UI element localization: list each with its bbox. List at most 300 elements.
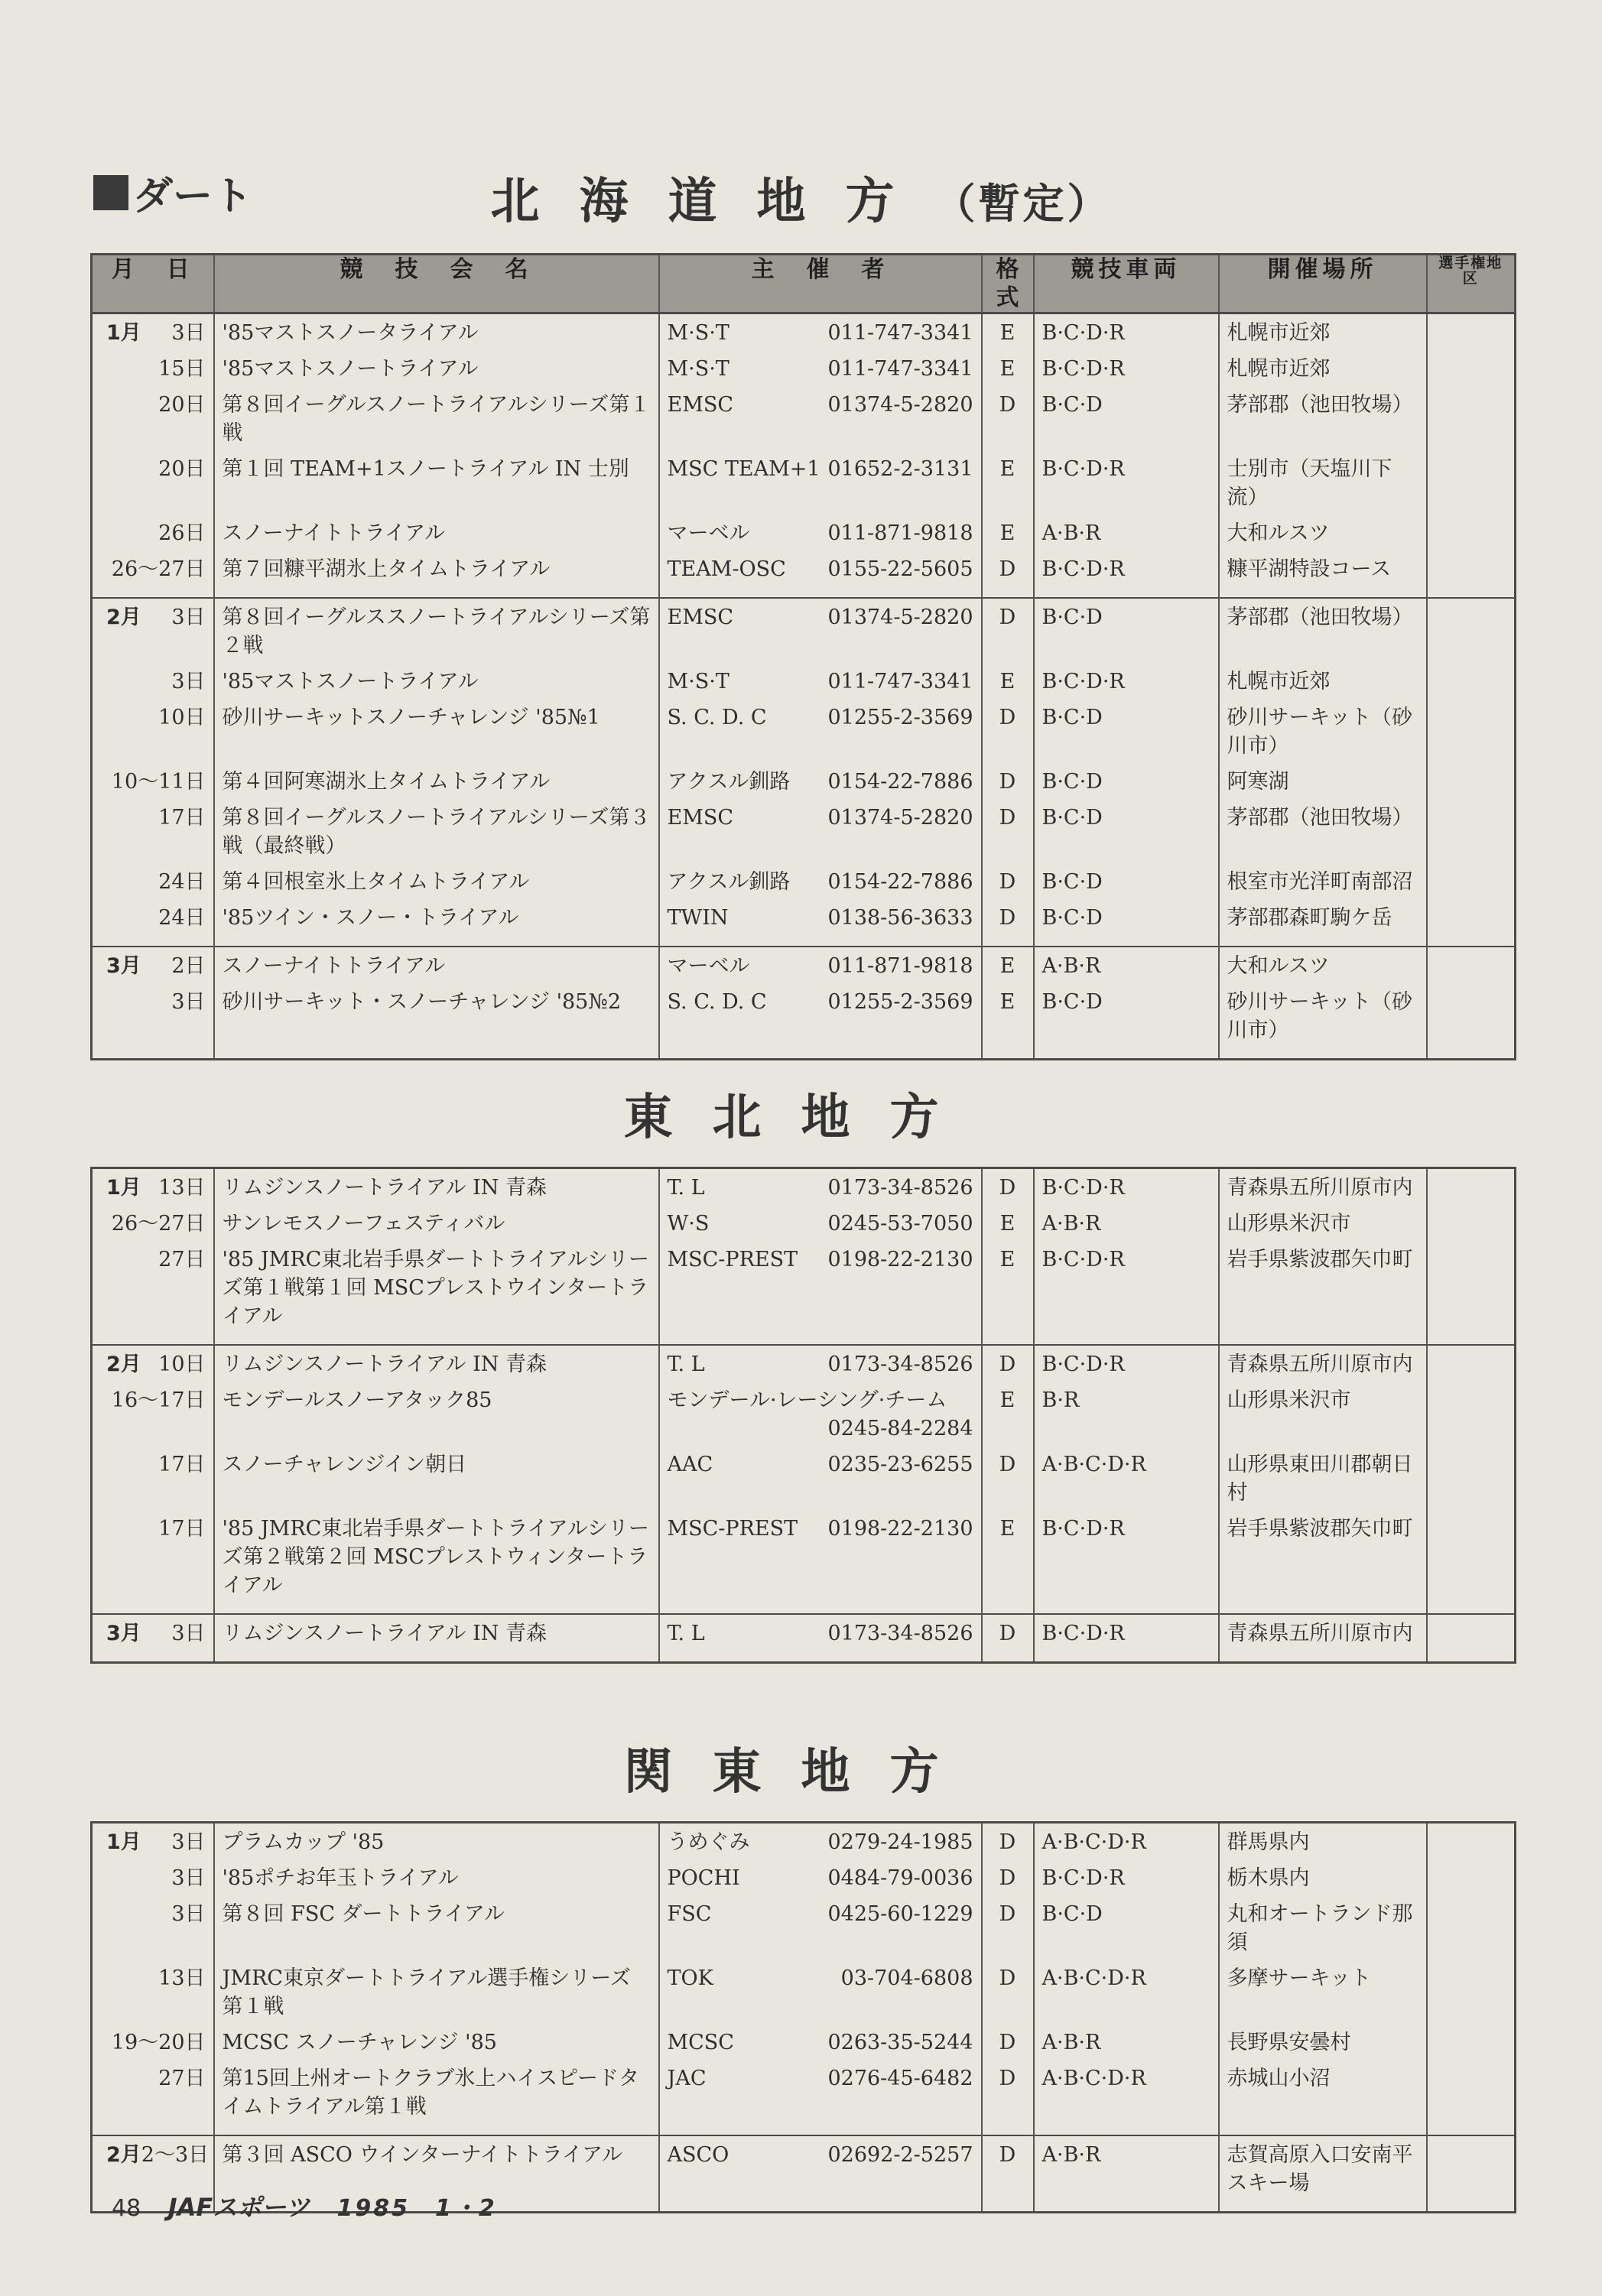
day-label: 16～17日 (111, 1388, 206, 1412)
organizer-phone: 01374-5-2820 (827, 393, 973, 417)
event-name: 第４回根室氷上タイムトライアル (214, 863, 659, 899)
event-venue: 志賀高原入口安南平スキー場 (1219, 2135, 1427, 2200)
event-date (92, 899, 214, 935)
organizer-phone: 0245-53-7050 (827, 1212, 973, 1236)
event-district (1427, 1510, 1516, 1603)
event-district (1427, 1168, 1516, 1206)
organizer-phone: 0154-22-7886 (827, 870, 973, 894)
organizer-phone: 0245-84-2284 (827, 1417, 973, 1440)
event-format: D (982, 1823, 1034, 1860)
event-organizer (659, 386, 982, 450)
event-name: '85マストスノータライアル (214, 313, 659, 351)
organizer-phone: 01652-2-3131 (827, 457, 973, 481)
event-name: 第４回阿寒湖氷上タイムトライアル (214, 763, 659, 799)
event-organizer (659, 550, 982, 586)
event-organizer (659, 799, 982, 863)
schedule-table-tohoku (90, 1167, 1516, 1664)
organizer-name: マーベル (667, 954, 750, 978)
event-district (1427, 1446, 1516, 1510)
organizer-phone: 0198-22-2130 (827, 1517, 973, 1541)
event-car-classes: A·B·R (1034, 2135, 1219, 2200)
day-label: 3日 (171, 670, 206, 693)
event-district (1427, 2135, 1516, 2200)
event-venue: 茅部郡森町駒ケ岳 (1219, 899, 1427, 935)
table-row (92, 799, 1516, 863)
event-date (92, 699, 214, 763)
event-date (92, 1345, 214, 1382)
event-organizer (659, 1168, 982, 1206)
event-name: リムジンスノートライアル IN 青森 (214, 1345, 659, 1382)
event-district (1427, 1859, 1516, 1895)
event-car-classes: B·C·D (1034, 983, 1219, 1047)
day-label: 3日 (171, 990, 206, 1014)
event-venue: 山形県米沢市 (1219, 1382, 1427, 1446)
organizer-name: MSC-PREST (667, 1517, 798, 1541)
event-car-classes: B·R (1034, 1382, 1219, 1446)
event-organizer (659, 899, 982, 935)
organizer-name: AAC (667, 1453, 713, 1476)
issue-number: 1985 1・2 (336, 2195, 497, 2222)
month-group (92, 598, 1516, 947)
event-district (1427, 515, 1516, 550)
organizer-name: アクスル釧路 (667, 870, 791, 894)
event-organizer (659, 699, 982, 763)
month-label: 3月 (106, 1622, 141, 1645)
event-car-classes: B·C·D·R (1034, 550, 1219, 586)
event-format: D (982, 799, 1034, 863)
event-name: 砂川サーキットスノーチャレンジ '85№1 (214, 699, 659, 763)
month-label: 2月 (106, 2143, 141, 2167)
event-date (92, 763, 214, 799)
event-venue: 砂川サーキット（砂川市） (1219, 699, 1427, 763)
event-format: D (982, 1895, 1034, 1960)
schedule-table-hokkaido (90, 253, 1516, 1060)
event-name: サンレモスノーフェスティバル (214, 1205, 659, 1241)
event-format: D (982, 2024, 1034, 2060)
event-name: '85マストスノートライアル (214, 350, 659, 386)
table-row (92, 1168, 1516, 1206)
organizer-name: モンデール·レーシング·チーム (667, 1388, 947, 1412)
event-format: E (982, 350, 1034, 386)
event-format: D (982, 1168, 1034, 1206)
event-date (92, 550, 214, 586)
section-title-kanto: 関東地方 (623, 1744, 979, 1801)
organizer-name: M·S·T (667, 357, 730, 381)
event-format: D (982, 1446, 1034, 1510)
organizer-phone: 0263-35-5244 (827, 2031, 973, 2054)
organizer-phone: 011-747-3341 (827, 321, 973, 345)
event-date (92, 1446, 214, 1510)
event-venue: 群馬県内 (1219, 1823, 1427, 1860)
day-label: 27日 (158, 2067, 206, 2090)
month-label: 2月 (106, 1353, 141, 1376)
table-row (92, 1895, 1516, 1960)
organizer-name: EMSC (667, 806, 734, 830)
organizer-name: TEAM-OSC (667, 557, 786, 581)
event-format: D (982, 550, 1034, 586)
event-organizer (659, 1382, 982, 1446)
event-venue: 赤城山小沼 (1219, 2060, 1427, 2124)
row-spacer (92, 2124, 1516, 2135)
row-spacer (92, 586, 1516, 598)
organizer-phone: 0154-22-7886 (827, 770, 973, 794)
event-format: D (982, 598, 1034, 663)
event-venue: 糠平湖特設コース (1219, 550, 1427, 586)
event-organizer (659, 1345, 982, 1382)
organizer-name: MSC TEAM+1 (667, 457, 820, 481)
organizer-phone: 0276-45-6482 (827, 2067, 973, 2090)
organizer-name: JAC (667, 2067, 707, 2090)
organizer-phone: 0484-79-0036 (827, 1866, 973, 1890)
table-row (92, 350, 1516, 386)
event-name: スノーチャレンジイン朝日 (214, 1446, 659, 1510)
event-name: モンデールスノーアタック85 (214, 1382, 659, 1446)
organizer-name: EMSC (667, 393, 734, 417)
organizer-name: MCSC (667, 2031, 734, 2054)
event-format: E (982, 663, 1034, 699)
day-label: 10日 (158, 1353, 206, 1376)
event-date (92, 386, 214, 450)
header-col-format: 格式 (982, 255, 1034, 313)
organizer-name: M·S·T (667, 670, 730, 693)
day-label: 3日 (171, 1622, 206, 1645)
event-name: 第１回 TEAM+1スノートライアル IN 士別 (214, 450, 659, 515)
table-row (92, 386, 1516, 450)
table-row (92, 598, 1516, 663)
table-row (92, 1345, 1516, 1382)
event-venue: 大和ルスツ (1219, 515, 1427, 550)
event-format: D (982, 899, 1034, 935)
magazine-logo: JAFスポーツ (167, 2193, 310, 2222)
event-venue: 砂川サーキット（砂川市） (1219, 983, 1427, 1047)
day-label: 3日 (171, 606, 206, 629)
organizer-phone: 01255-2-3569 (827, 706, 973, 729)
day-label: 24日 (158, 870, 206, 894)
month-group (92, 947, 1516, 1060)
event-venue: 山形県米沢市 (1219, 1205, 1427, 1241)
event-organizer (659, 1614, 982, 1651)
event-organizer (659, 2024, 982, 2060)
event-organizer (659, 1859, 982, 1895)
event-car-classes: B·C·D (1034, 386, 1219, 450)
event-venue: 岩手県紫波郡矢巾町 (1219, 1510, 1427, 1603)
event-format: D (982, 763, 1034, 799)
event-car-classes: B·C·D (1034, 863, 1219, 899)
table-row (92, 1960, 1516, 2024)
month-group (92, 1823, 1516, 2136)
event-car-classes: B·C·D·R (1034, 1168, 1219, 1206)
day-label: 3日 (171, 1866, 206, 1890)
organizer-name: MSC-PREST (667, 1248, 798, 1271)
event-venue: 岩手県紫波郡矢巾町 (1219, 1241, 1427, 1333)
table-row (92, 2060, 1516, 2124)
event-district (1427, 2060, 1516, 2124)
event-venue: 多摩サーキット (1219, 1960, 1427, 2024)
event-name: 第８回イーグルスノートライアルシリーズ第３戦（最終戦） (214, 799, 659, 863)
event-car-classes: B·C·D·R (1034, 1859, 1219, 1895)
table-row (92, 1241, 1516, 1333)
organizer-phone: 011-747-3341 (827, 357, 973, 381)
event-name: 第７回糠平湖氷上タイムトライアル (214, 550, 659, 586)
row-spacer (92, 1333, 1516, 1345)
table-row (92, 1446, 1516, 1510)
event-format: E (982, 1510, 1034, 1603)
header-col-organizer: 主 催 者 (659, 255, 982, 313)
event-district (1427, 799, 1516, 863)
row-spacer (92, 1603, 1516, 1614)
row-spacer (92, 935, 1516, 947)
event-venue: 士別市（天塩川下流） (1219, 450, 1427, 515)
event-date (92, 1859, 214, 1895)
organizer-phone: 01255-2-3569 (827, 990, 973, 1014)
table-row (92, 863, 1516, 899)
event-name: '85ツイン・スノー・トライアル (214, 899, 659, 935)
organizer-name: T. L (667, 1176, 705, 1200)
event-district (1427, 1205, 1516, 1241)
event-district (1427, 598, 1516, 663)
event-organizer (659, 2060, 982, 2124)
event-car-classes: B·C·D (1034, 899, 1219, 935)
organizer-name: マーベル (667, 521, 750, 545)
event-name: '85 JMRC東北岩手県ダートトライアルシリーズ第１戦第１回 MSCプレストウインタートライアル (214, 1241, 659, 1333)
event-format: E (982, 313, 1034, 351)
event-car-classes: B·C·D (1034, 1895, 1219, 1960)
header-col-date: 月 日 (92, 255, 214, 313)
event-car-classes: A·B·C·D·R (1034, 1446, 1219, 1510)
event-district (1427, 1614, 1516, 1651)
table-row (92, 1823, 1516, 1860)
day-label: 24日 (158, 906, 206, 930)
day-label: 20日 (158, 457, 206, 481)
event-format: D (982, 699, 1034, 763)
event-date (92, 450, 214, 515)
event-format: E (982, 1205, 1034, 1241)
organizer-phone: 0173-34-8526 (827, 1176, 973, 1200)
event-venue: 札幌市近郊 (1219, 663, 1427, 699)
event-district (1427, 699, 1516, 763)
month-label: 1月 (106, 321, 141, 345)
event-name: '85マストスノートライアル (214, 663, 659, 699)
table-row (92, 699, 1516, 763)
event-organizer (659, 1205, 982, 1241)
table-row (92, 763, 1516, 799)
event-district (1427, 313, 1516, 351)
event-format: D (982, 2060, 1034, 2124)
event-district (1427, 2024, 1516, 2060)
organizer-name: うめぐみ (667, 1830, 750, 1854)
table-row (92, 1382, 1516, 1446)
table-row (92, 2024, 1516, 2060)
page-footer (112, 2188, 497, 2223)
event-format: D (982, 1859, 1034, 1895)
event-date (92, 1382, 214, 1446)
section-title-tohoku: 東北地方 (623, 1090, 979, 1146)
month-group (92, 1168, 1516, 1346)
event-format: D (982, 1960, 1034, 2024)
table-row (92, 947, 1516, 983)
organizer-name: S. C. D. C (667, 706, 767, 729)
event-organizer (659, 763, 982, 799)
organizer-phone: 0279-24-1985 (827, 1830, 973, 1854)
organizer-name: TWIN (667, 906, 729, 930)
event-organizer (659, 983, 982, 1047)
event-date (92, 1960, 214, 2024)
table-row (92, 899, 1516, 935)
event-venue: 青森県五所川原市内 (1219, 1614, 1427, 1651)
table-row (92, 1614, 1516, 1651)
day-label: 3日 (171, 321, 206, 345)
event-date (92, 2024, 214, 2060)
event-district (1427, 763, 1516, 799)
event-venue: 茅部郡（池田牧場） (1219, 799, 1427, 863)
table-row (92, 1859, 1516, 1895)
event-name: MCSC スノーチャレンジ '85 (214, 2024, 659, 2060)
organizer-phone: 0425-60-1229 (827, 1902, 973, 1926)
event-district (1427, 947, 1516, 983)
table-row (92, 663, 1516, 699)
organizer-name: S. C. D. C (667, 990, 767, 1014)
event-venue: 栃木県内 (1219, 1859, 1427, 1895)
day-label: 10日 (158, 706, 206, 729)
organizer-phone: 03-704-6808 (840, 1966, 973, 1990)
event-format: E (982, 515, 1034, 550)
event-district (1427, 899, 1516, 935)
event-date (92, 663, 214, 699)
event-date (92, 313, 214, 351)
event-car-classes: B·C·D (1034, 598, 1219, 663)
event-name: JMRC東京ダートトライアル選手権シリーズ第１戦 (214, 1960, 659, 2024)
event-car-classes: B·C·D (1034, 699, 1219, 763)
organizer-name: EMSC (667, 606, 734, 629)
event-name: 砂川サーキット・スノーチャレンジ '85№2 (214, 983, 659, 1047)
row-spacer (92, 1047, 1516, 1060)
day-label: 2～3日 (141, 2143, 210, 2167)
event-organizer (659, 515, 982, 550)
day-label: 26～27日 (111, 1212, 206, 1236)
organizer-name: T. L (667, 1353, 705, 1376)
event-venue: 茅部郡（池田牧場） (1219, 386, 1427, 450)
table-row (92, 1510, 1516, 1603)
event-car-classes: A·B·C·D·R (1034, 2060, 1219, 2124)
month-label: 2月 (106, 606, 141, 629)
event-district (1427, 663, 1516, 699)
category-text: ダート (133, 174, 253, 219)
event-date (92, 1510, 214, 1603)
event-venue: 青森県五所川原市内 (1219, 1168, 1427, 1206)
table-header-row (92, 255, 1516, 313)
month-group (92, 1345, 1516, 1614)
event-name: 第３回 ASCO ウインターナイトトライアル (214, 2135, 659, 2200)
table-row (92, 515, 1516, 550)
event-car-classes: B·C·D·R (1034, 350, 1219, 386)
day-label: 26～27日 (111, 557, 206, 581)
event-venue: 札幌市近郊 (1219, 313, 1427, 351)
event-date (92, 515, 214, 550)
organizer-phone: 0173-34-8526 (827, 1622, 973, 1645)
event-venue: 丸和オートランド那須 (1219, 1895, 1427, 1960)
event-organizer (659, 1241, 982, 1333)
event-district (1427, 1823, 1516, 1860)
event-format: D (982, 1614, 1034, 1651)
event-venue: 根室市光洋町南部沼 (1219, 863, 1427, 899)
event-car-classes: B·C·D·R (1034, 1614, 1219, 1651)
event-format: E (982, 1241, 1034, 1333)
event-name: プラムカップ '85 (214, 1823, 659, 1860)
event-organizer (659, 663, 982, 699)
day-label: 26日 (158, 521, 206, 545)
event-date (92, 1823, 214, 1860)
organizer-name: ASCO (667, 2143, 730, 2167)
event-date (92, 1614, 214, 1651)
organizer-phone: 011-871-9818 (827, 521, 973, 545)
month-label: 1月 (106, 1830, 141, 1854)
event-car-classes: B·C·D·R (1034, 1241, 1219, 1333)
event-district (1427, 450, 1516, 515)
event-car-classes: B·C·D·R (1034, 1345, 1219, 1382)
event-district (1427, 350, 1516, 386)
event-car-classes: A·B·C·D·R (1034, 1823, 1219, 1860)
organizer-name: T. L (667, 1622, 705, 1645)
event-venue: 山形県東田川郡朝日村 (1219, 1446, 1427, 1510)
event-venue: 茅部郡（池田牧場） (1219, 598, 1427, 663)
event-organizer (659, 1895, 982, 1960)
event-date (92, 947, 214, 983)
day-label: 10～11日 (111, 770, 206, 794)
event-format: E (982, 947, 1034, 983)
event-date (92, 1168, 214, 1206)
event-format: D (982, 386, 1034, 450)
organizer-name: アクスル釧路 (667, 770, 791, 794)
event-district (1427, 863, 1516, 899)
event-district (1427, 550, 1516, 586)
event-name: スノーナイトトライアル (214, 515, 659, 550)
section-title-hokkaido: 北海道地方（暫定） (490, 174, 1112, 230)
event-date (92, 598, 214, 663)
organizer-phone: 011-747-3341 (827, 670, 973, 693)
table-row (92, 450, 1516, 515)
header-col-district: 選手権地区 (1427, 255, 1516, 313)
event-venue: 大和ルスツ (1219, 947, 1427, 983)
event-date (92, 1895, 214, 1960)
organizer-name: TOK (667, 1966, 713, 1990)
header-col-cars: 競技車両 (1034, 255, 1219, 313)
event-format: D (982, 863, 1034, 899)
day-label: 17日 (158, 1517, 206, 1541)
event-car-classes: B·C·D·R (1034, 313, 1219, 351)
event-date (92, 863, 214, 899)
event-car-classes: A·B·C·D·R (1034, 1960, 1219, 2024)
table-row (92, 550, 1516, 586)
header-col-event: 競 技 会 名 (214, 255, 659, 313)
day-label: 2日 (171, 954, 206, 978)
event-venue: 札幌市近郊 (1219, 350, 1427, 386)
day-label: 20日 (158, 393, 206, 417)
day-label: 13日 (158, 1176, 206, 1200)
table-row (92, 1205, 1516, 1241)
event-format: D (982, 1345, 1034, 1382)
event-district (1427, 386, 1516, 450)
month-label: 3月 (106, 954, 141, 978)
event-car-classes: B·C·D (1034, 799, 1219, 863)
event-car-classes: B·C·D·R (1034, 663, 1219, 699)
month-group (92, 313, 1516, 599)
event-district (1427, 1241, 1516, 1333)
organizer-name: M·S·T (667, 321, 730, 345)
event-district (1427, 1382, 1516, 1446)
day-label: 17日 (158, 1453, 206, 1476)
event-format: D (982, 2135, 1034, 2200)
organizer-phone: 0138-56-3633 (827, 906, 973, 930)
